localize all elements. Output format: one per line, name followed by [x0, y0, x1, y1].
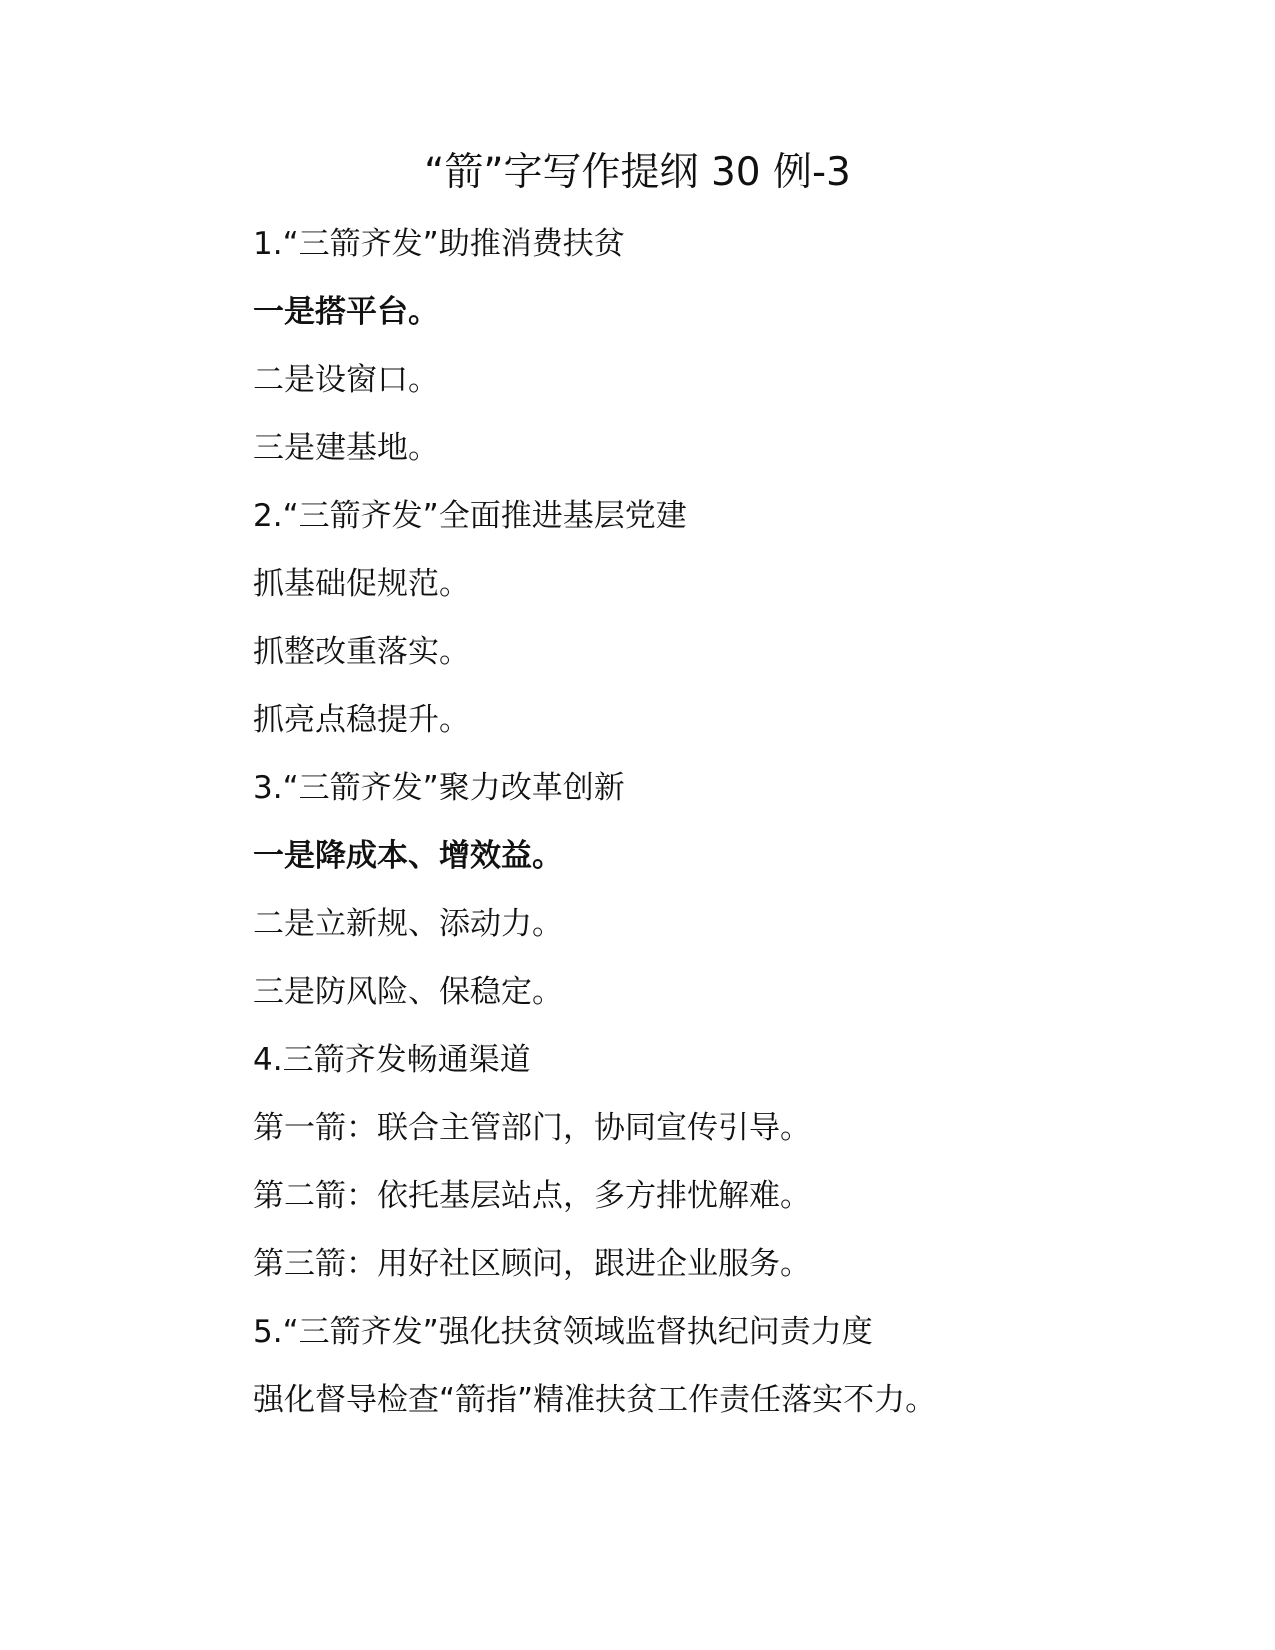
document-title: “箭”字写作提纲 30 例-3 — [424, 150, 851, 195]
heading-4: 4.三箭齐发畅通渠道 — [253, 1042, 531, 1078]
heading-3: 3.“三箭齐发”聚力改革创新 — [253, 770, 625, 806]
list-item: 抓基础促规范。 — [253, 566, 470, 602]
list-item: 二是立新规、添动力。 — [253, 906, 563, 942]
list-item: 一是降成本、增效益。 — [253, 838, 563, 874]
list-item: 三是建基地。 — [253, 430, 439, 466]
list-item: 三是防风险、保稳定。 — [253, 974, 563, 1010]
list-item: 一是搭平台。 — [253, 294, 439, 330]
list-item: 第二箭：依托基层站点，多方排忧解难。 — [253, 1178, 811, 1214]
list-item: 抓整改重落实。 — [253, 634, 470, 670]
heading-5: 5.“三箭齐发”强化扶贫领域监督执纪问责力度 — [253, 1314, 873, 1350]
heading-1: 1.“三箭齐发”助推消费扶贫 — [253, 226, 625, 262]
list-item: 强化督导检查“箭指”精准扶贫工作责任落实不力。 — [253, 1382, 937, 1418]
heading-2: 2.“三箭齐发”全面推进基层党建 — [253, 498, 687, 534]
list-item: 抓亮点稳提升。 — [253, 702, 470, 738]
list-item: 第一箭：联合主管部门，协同宣传引导。 — [253, 1110, 811, 1146]
list-item: 二是设窗口。 — [253, 362, 439, 398]
list-item: 第三箭：用好社区顾问，跟进企业服务。 — [253, 1246, 811, 1282]
